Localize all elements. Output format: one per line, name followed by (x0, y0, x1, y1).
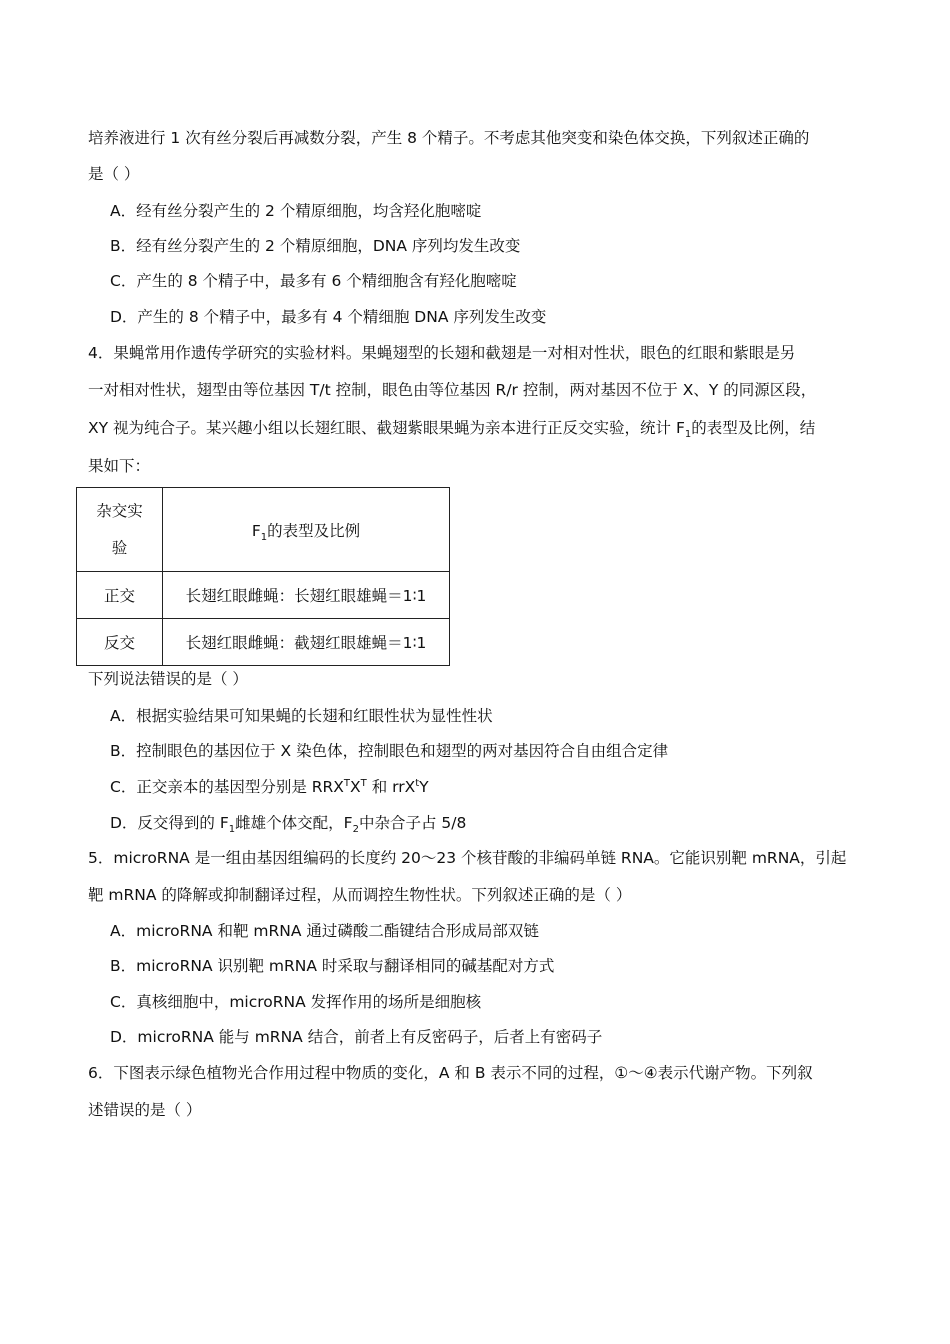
q6-stem-line1: 6．下图表示绿色植物光合作用过程中物质的变化，A 和 B 表示不同的过程，①～④表示代谢产物。下列叙 (88, 1064, 813, 1082)
q5-option-a: A．microRNA 和靶 mRNA 通过磷酸二酯键结合形成局部双链 (110, 922, 539, 940)
q6-stem-line2: 述错误的是（ ） (88, 1101, 202, 1119)
q3-option-b: B．经有丝分裂产生的 2 个精原细胞，DNA 序列均发生改变 (110, 237, 521, 255)
q4-stem-line1: 4．果蝇常用作遗传学研究的实验材料。果蝇翅型的长翅和截翅是一对相对性状，眼色的红眼和紫眼是另 (88, 344, 796, 362)
q3-option-d: D．产生的 8 个精子中，最多有 4 个精细胞 DNA 序列发生改变 (110, 308, 547, 326)
q4-option-d: D．反交得到的 $F_1$雌雄个体交配，$F_2$中杂合子占 5/8 (110, 814, 467, 836)
q5-stem-line1: 5．microRNA 是一组由基因组编码的长度约 20～23 个核苷酸的非编码单链 RNA。它能识别靶 mRNA，引起 (88, 849, 847, 867)
q5-option-d: D．microRNA 能与 mRNA 结合，前者上有反密码子，后者上有密码子 (110, 1028, 603, 1046)
q4-option-c: C．正交亲本的基因型分别是 $RRX^TX^T$ 和 rrX$^t$Y (110, 777, 429, 796)
q4-question: 下列说法错误的是（ ） (88, 670, 248, 688)
table-row (77, 572, 450, 619)
header-cross-experiment: 杂交实 验 (77, 488, 163, 572)
q4-stem-line2: 一对相对性状，翅型由等位基因 T/t 控制，眼色由等位基因 R/r 控制，两对基因不位于 X、Y 的同源区段， (88, 381, 817, 399)
q5-stem-line2: 靶 mRNA 的降解或抑制翻译过程，从而调控生物性状。下列叙述正确的是（ ） (88, 886, 632, 904)
row-reciprocal-cross-name: 反交 (77, 619, 163, 666)
q4-option-a: A．根据实验结果可知果蝇的长翅和红眼性状为显性性状 (110, 707, 493, 725)
cross-results-table (76, 487, 450, 666)
q3-stem-line2: 是（ ） (88, 165, 140, 183)
row-reciprocal-cross-result: 长翅红眼雌蝇：截翅红眼雄蝇＝1∶1 (163, 619, 450, 666)
row-forward-cross-result: 长翅红眼雌蝇：长翅红眼雄蝇＝1∶1 (163, 572, 450, 619)
q4-stem-line3: XY 视为纯合子。某兴趣小组以长翅红眼、截翅紫眼果蝇为亲本进行正反交实验，统计 $F_1$的表型及比例，结 (88, 419, 816, 441)
q3-option-c: C．产生的 8 个精子中，最多有 6 个精细胞含有羟化胞嘧啶 (110, 272, 517, 290)
q5-option-b: B．microRNA 识别靶 mRNA 时采取与翻译相同的碱基配对方式 (110, 957, 555, 975)
q5-option-c: C．真核细胞中，microRNA 发挥作用的场所是细胞核 (110, 993, 482, 1011)
row-forward-cross-name: 正交 (77, 572, 163, 619)
header-f1-phenotype: $F_1$的表型及比例 (163, 488, 450, 572)
q3-stem-line1: 培养液进行 1 次有丝分裂后再减数分裂，产生 8 个精子。不考虑其他突变和染色体交换，下列叙述正确的 (88, 129, 810, 147)
table-row (77, 619, 450, 666)
q4-option-b: B．控制眼色的基因位于 X 染色体，控制眼色和翅型的两对基因符合自由组合定律 (110, 742, 669, 760)
q3-option-a: A．经有丝分裂产生的 2 个精原细胞，均含羟化胞嘧啶 (110, 202, 482, 220)
table-header-row (77, 488, 450, 572)
q4-stem-line4: 果如下： (88, 457, 151, 475)
